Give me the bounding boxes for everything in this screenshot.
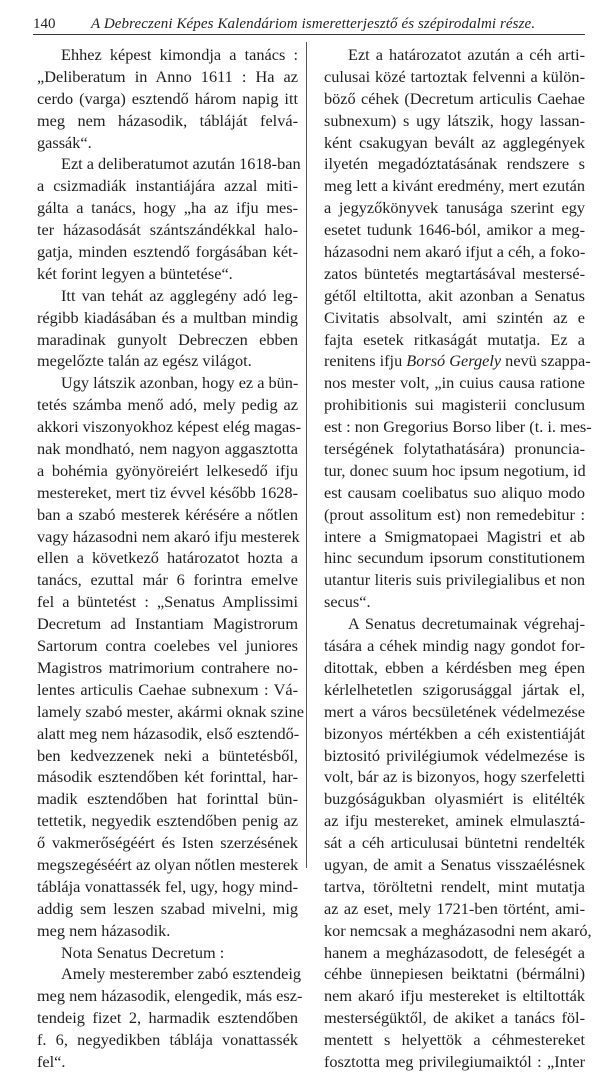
text-line: madik esztendőben hat forinttal bün- xyxy=(37,789,298,809)
text-line: házasodni nem akaró ifjut a céh, a foko- xyxy=(324,242,586,262)
text-line xyxy=(324,350,591,372)
text-line: meg lett a kivánt eredmény, mert ezután xyxy=(324,176,585,196)
text-line: terségének folytathatására) pronuncia- xyxy=(324,439,585,459)
text-line: fel a büntetést : „Senatus Amplissimi xyxy=(37,592,298,612)
text-line: mesterségüktől, de akiket a tanács föl- xyxy=(324,1008,585,1028)
italic-person-name: Borsó Gergely xyxy=(406,351,502,371)
text-line: ben kedvezzenek neki a büntetésből, xyxy=(37,745,298,765)
text-line: gétől eltiltotta, akit azonban a Senatus xyxy=(324,285,585,305)
text-line: Ugy látszik azonban, hogy ez a bün- xyxy=(61,373,299,393)
text-line: kérlelhetetlen szigorusággal jártak el, xyxy=(324,679,585,699)
text-line: akkori viszonyokhoz képest elég magas- xyxy=(37,417,302,437)
text-line: Ezt a deliberatumot azután 1618-ban xyxy=(61,154,301,174)
text-line: tanács, ezuttal már 6 forintra emelve xyxy=(37,570,298,590)
text-line: az ifju mestereket, aminek elmulasztá- xyxy=(324,811,585,831)
text-line: f. 6, negyedikben táblája vonattassék xyxy=(37,1030,298,1050)
text-line: A Senatus decretumainak végrehaj- xyxy=(348,614,585,634)
text-line: tur, donec suum hoc ipsum negotium, id xyxy=(324,460,586,480)
text-line: meg nem házasodik, elengedik, más esz- xyxy=(37,986,303,1006)
text-line: két forint legyen a büntetése“. xyxy=(37,263,233,283)
text-line: fel“. xyxy=(37,1051,66,1071)
text-line: fajta esetek ritkaságát mutatja. Ez a xyxy=(324,329,585,349)
text-line: ban a szabó mesterek kérésére a nőtlen xyxy=(37,504,298,524)
text-line: biztositó privilégiumok védelmezése is xyxy=(324,745,585,765)
text-line: bizonyos mértékben a céh existentiáját xyxy=(324,723,585,743)
text-line: Itt van tehát az agglegény adó leg- xyxy=(61,285,298,305)
text-line: culusai közé tartoztak felvenni a külön- xyxy=(324,66,585,86)
text-line: hanem a megházasodott, de feleségét a xyxy=(324,942,585,962)
text-line: a bohémia gyönyöreiért lelkesedő ifju xyxy=(37,460,298,480)
text-line: megelőzte talán az egész világot. xyxy=(37,351,252,371)
page-number: 140 xyxy=(33,16,56,32)
text-line: Civitatis absolvalt, ami szintén az e xyxy=(324,307,585,327)
text-line: cerdo (varga) esztendő három napig itt xyxy=(37,88,298,108)
text-line: ő vakmerőségéért és Isten szerzésének xyxy=(37,833,298,853)
text-line: táblája vonattassék fel, ugy, hogy mind- xyxy=(37,876,298,896)
text-line: hinc secundum ipsorum constitutionem xyxy=(324,548,585,568)
text-line: meg nem házasodik. xyxy=(37,920,171,940)
text-line: gálta a tanács, hogy „ha az ifju mes- xyxy=(37,198,298,218)
text-line: gassák“. xyxy=(37,132,92,152)
text-line: böző céhek (Decretum articulis Caehae xyxy=(324,88,585,108)
text-line: prohibitionis sui magisterii conclusum xyxy=(324,395,585,415)
text-line: gatja, minden esztendő forgásában két- xyxy=(37,242,298,262)
running-title: A Debreczeni Képes Kalendáriom ismeretterjesztő és szépirodalmi része. xyxy=(91,16,536,32)
text-line: nos mester volt, „in cuius causa ratione xyxy=(324,373,585,393)
text-line: Ezt a határozatot azután a céh arti- xyxy=(348,45,585,64)
text-line: tetés számba menő adó, mely pedig az xyxy=(37,395,298,415)
text-line: Decretum ad Instantiam Magistrorum xyxy=(37,614,298,634)
text-line: (prout assolitum est) non remedebitur : xyxy=(324,504,585,524)
text-line: est causam coelibatus suo aliquo modo xyxy=(324,482,585,502)
text-fragment: nevü szappa- xyxy=(501,351,591,371)
text-line: secus“. xyxy=(324,592,371,612)
text-line: vagy házasodni nem akaró ifju mesterek xyxy=(37,526,300,546)
text-line: est : non Gregorius Borso liber (t. i. mes- xyxy=(324,417,592,437)
text-line: alatt meg nem házasodik, első esztendő- xyxy=(37,723,300,743)
text-line: tendeig fizet 2, harmadik esztendőben xyxy=(37,1008,298,1028)
text-fragment: renitens ifju xyxy=(324,351,407,371)
text-line: intere a Smigmatopaei Magistri et ab xyxy=(324,526,585,546)
text-line: sát a céh articulusai büntetni rendelték xyxy=(324,833,585,853)
left-column xyxy=(37,44,304,1073)
text-line: ellen a következő határozatot hozta a xyxy=(37,548,298,568)
right-column xyxy=(324,44,592,1073)
text-line: addig sem leszen szabad mivelni, mig xyxy=(37,898,298,918)
text-line: mentett s helyettök a céhmestereket xyxy=(324,1030,585,1050)
text-line: ilyetén megadóztatásának rendszere s xyxy=(324,154,585,174)
text-line: meg nem házasodik, tábláját felvá- xyxy=(37,110,298,130)
text-line: maradinak gunyolt Debreczen ebben xyxy=(37,329,298,349)
text-line: kor nemcsak a megházasodni nem akaró, xyxy=(324,920,592,940)
text-line: lamely szabó mester, akármi oknak szine xyxy=(37,701,304,721)
text-line: ugyan, de amit a Senatus visszaélésnek xyxy=(324,854,585,874)
text-line: utantur literis suis privilegialibus et non xyxy=(324,570,585,590)
text-line: az az eset, mely 1721-ben történt, ami- xyxy=(324,898,585,918)
text-line: Nota Senatus Decretum : xyxy=(61,942,225,962)
text-line: Sartorum contra coelebes vel juniores xyxy=(37,636,298,656)
page-header xyxy=(33,10,585,35)
text-line: céhbe ünnepiesen beiktatni (bérmálni) xyxy=(324,964,585,984)
text-line: zatos büntetés megtartásával mestersé- xyxy=(324,263,585,283)
text-line: mestereket, mert tiz évvel később 1628- xyxy=(37,482,298,502)
column-divider xyxy=(306,42,307,868)
text-line: volt, bár az is bizonyos, hogy szerfeletti xyxy=(324,767,585,787)
text-line: ditottak, ebben a kérdésben meg épen xyxy=(324,657,585,677)
text-line: lentes articulis Caehae subnexum : Vá- xyxy=(37,679,298,699)
text-line: ként csakugyan bevált az agglegények xyxy=(324,132,585,152)
text-line: fosztotta meg privilegiumaiktól : „Inter xyxy=(324,1051,585,1071)
text-line: tására a céhek mindig nagy gondot for- xyxy=(324,636,585,656)
text-line: régibb kiadásában és a multban mindig xyxy=(37,307,298,327)
text-line: ter házasodását szántszándékkal halo- xyxy=(37,220,298,240)
text-line: a csizmadiák instantiájára azzal miti- xyxy=(37,176,298,196)
text-line: subnexum) s ugy látszik, hogy lassan- xyxy=(324,110,585,130)
text-line: „Deliberatum in Anno 1611 : Ha az xyxy=(37,66,298,86)
text-line: Ehhez képest kimondja a tanács : xyxy=(61,45,298,64)
text-line: nem akaró ifju mestereket is eltiltották xyxy=(324,986,585,1006)
text-line: buzgóságukban olyasmiért is elitélték xyxy=(324,789,585,809)
text-line: a jegyzőkönyvek tanusága szerint egy xyxy=(324,198,585,218)
text-line: Magistros matrimorium contrahere no- xyxy=(37,657,298,677)
text-line: tartva, töröltetni rendelt, mint mutatja xyxy=(324,876,585,896)
text-line: esetet tudunk 1646-ból, amikor a meg- xyxy=(324,220,585,240)
text-line: megszegéséért az olyan nőtlen mesterek xyxy=(37,854,299,874)
text-line: Amely mesterember zabó esztendeig xyxy=(61,964,302,984)
text-line: nak mondható, nem nagyon aggasztotta xyxy=(37,439,298,459)
text-line: mert a város becsületének védelmezése xyxy=(324,701,585,721)
text-line: második esztendőben két forinttal, har- xyxy=(37,767,298,787)
text-line: tettetik, negyedik esztendőben penig az xyxy=(37,811,298,831)
